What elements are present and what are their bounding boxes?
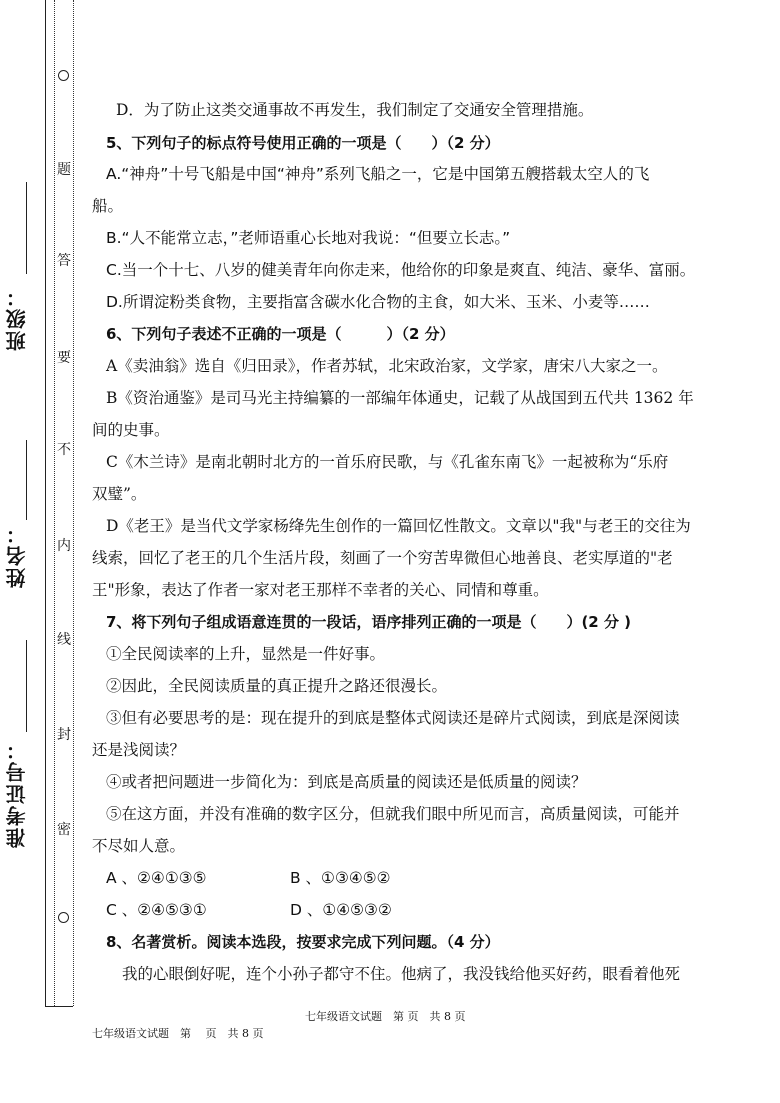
binding-border (45, 0, 46, 1006)
binding-dotted-line-left (54, 0, 55, 1006)
q7-sentence-3-line2: 还是浅阅读？ (92, 741, 186, 759)
q5-option-d: D.所谓淀粉类食物，主要指富含碳水化合物的主食，如大米、玉米、小麦等…… (106, 293, 650, 311)
q7-option-b: B 、①③④⑤② (290, 869, 391, 887)
binding-circle-bottom (58, 912, 69, 923)
q6-option-d-line2: 线索，回忆了老王的几个生活片段，刻画了一个穷苦卑微但心地善良、老实厚道的"老 (92, 549, 673, 567)
q6-option-d-line3: 王"形象，表达了作者一家对老王那样不幸者的关心、同情和尊重。 (92, 581, 549, 599)
page-footer-center: 七年级语文试题 第 页 共 8 页 (305, 1010, 466, 1023)
binding-border-bottom (45, 1006, 73, 1007)
q7-sentence-3-line1: ③但有必要思考的是：现在提升的到底是整体式阅读还是碎片式阅读，到底是深阅读 (106, 709, 680, 727)
q5-option-c: C.当一个十七、八岁的健美青年向你走来，他给你的印象是爽直、纯洁、豪华、富丽。 (106, 261, 696, 279)
q8-passage-line1: 我的心眼倒好呢，连个小孙子都守不住。他病了，我没钱给他买好药，眼看着他死 (122, 965, 681, 983)
q7-sentence-5-line2: 不尽如人意。 (92, 837, 186, 855)
name-label-text: 姓名： (5, 522, 29, 588)
page-footer-left: 七年级语文试题 第 页 共 8 页 (92, 1027, 264, 1040)
q7-sentence-1: ①全民阅读率的上升，显然是一件好事。 (106, 645, 386, 663)
binding-char-nei: 内 (57, 538, 71, 554)
q5-option-a-line1: A.“神舟”十号飞船是中国“神舟”系列飞船之一，它是中国第五艘搭载太空人的飞 (106, 165, 650, 183)
exam-id-field-rule (26, 640, 27, 732)
binding-char-xian: 线 (57, 632, 71, 648)
question-7: 7、将下列句子组成语意连贯的一段话，语序排列正确的一项是（ ）(2 分 ) (106, 613, 632, 631)
question-8: 8、名著赏析。阅读本选段，按要求完成下列问题。（4 分） (106, 933, 500, 951)
binding-char-yao: 要 (57, 350, 71, 366)
binding-char-bu: 不 (57, 442, 71, 458)
q6-option-c-line2: 双璧”。 (92, 485, 147, 503)
binding-char-feng: 封 (57, 727, 71, 743)
q7-option-c: C 、②④⑤③① (106, 901, 207, 919)
q7-sentence-5-line1: ⑤在这方面，并没有准确的数字区分，但就我们眼中所见而言，高质量阅读，可能并 (106, 805, 680, 823)
class-label (2, 285, 42, 405)
q4-option-d: D．为了防止这类交通事故不再发生，我们制定了交通安全管理措施。 (116, 101, 594, 119)
exam-id-label-text: 准考证号： (5, 738, 29, 848)
q6-option-a: A《卖油翁》选自《归田录》，作者苏轼，北宋政治家，文学家，唐宋八大家之一。 (106, 357, 668, 375)
class-label-text: 班级： (5, 285, 29, 351)
q7-sentence-2: ②因此，全民阅读质量的真正提升之路还很漫长。 (106, 677, 448, 695)
q5-option-a-line2: 船。 (92, 197, 124, 215)
question-5: 5、下列句子的标点符号使用正确的一项是（ ）（2 分） (106, 134, 500, 152)
q7-option-a: A 、②④①③⑤ (106, 869, 207, 887)
q7-option-d: D 、①④⑤③② (290, 901, 392, 919)
q6-option-c-line1: C《木兰诗》是南北朝时北方的一首乐府民歌，与《孔雀东南飞》一起被称为“乐府 (106, 453, 669, 471)
binding-char-da: 答 (57, 253, 71, 269)
question-6: 6、下列句子表述不正确的一项是（ ）（2 分） (106, 325, 455, 343)
name-label (2, 522, 42, 642)
binding-char-mi: 密 (57, 822, 71, 838)
binding-char-ti: 题 (57, 162, 71, 178)
q5-option-b: B.“人不能常立志，”老师语重心长地对我说：“但要立长志。” (106, 229, 511, 247)
binding-circle-top (58, 70, 69, 81)
q6-option-d-line1: D《老王》是当代文学家杨绛先生创作的一篇回忆性散文。文章以"我"与老王的交往为 (106, 517, 691, 535)
q7-sentence-4: ④或者把问题进一步简化为：到底是高质量的阅读还是低质量的阅读？ (106, 773, 587, 791)
binding-dotted-line-right (73, 0, 74, 1006)
class-field-rule (26, 182, 27, 274)
q6-option-b-line2: 间的史事。 (92, 421, 170, 439)
name-field-rule (26, 440, 27, 520)
exam-id-label (2, 738, 42, 858)
q6-option-b-line1: B《资治通鉴》是司马光主持编纂的一部编年体通史，记载了从战国到五代共 1362 年 (106, 389, 694, 407)
